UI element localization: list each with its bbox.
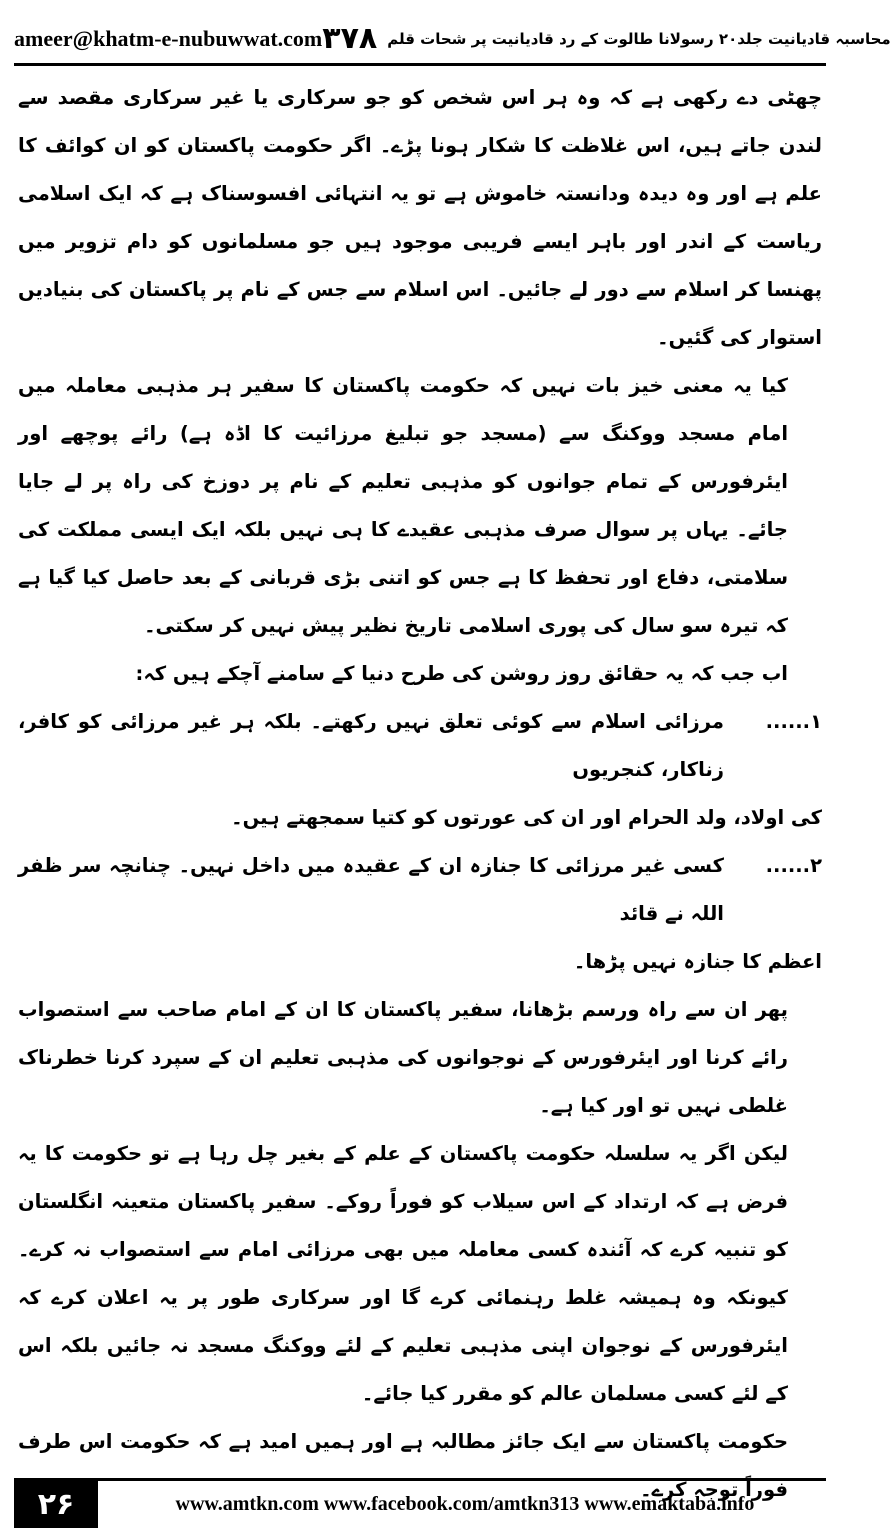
list-item-1-number: ۱...... <box>765 710 822 733</box>
header-book-title: محاسبہ قادیانیت جلد۲۰ رسولانا طالوت کے رد قادیانیت پر شحات قلم <box>387 29 891 48</box>
header-page-number: ۳۷۸ <box>322 20 378 56</box>
list-item-2 <box>18 842 822 938</box>
paragraph-5: لیکن اگر یہ سلسلہ حکومت پاکستان کے علم کے بغیر چل رہا ہے تو حکومت کا یہ فرض ہے کہ ارتداد کے اس سیلاب کو فوراً روکے۔ سفیر پاکستان متعینہ انگلستان کو تنبیہ کرے کہ آئندہ کسی معاملہ میں بھی مرزائی امام سے استصواب نہ کرے۔ کیونکہ وہ ہمیشہ غلط رہنمائی کرے گا اور سرکاری طور پر یہ اعلان کرے کہ ایئرفورس کے نوجوان اپنی مذہبی تعلیم کے لئے ووکنگ مسجد نہ جائیں بلکہ اس کے لئے کسی مسلمان عالم کو مقرر کیا جائے۔ <box>18 1142 788 1405</box>
list-item-2-number: ۲...... <box>765 854 822 877</box>
paragraph-4: پھر ان سے راہ ورسم بڑھانا، سفیر پاکستان کا ان کے امام صاحب سے استصواب رائے کرنا اور ایئرفورس کے نوجوانوں کی مذہبی تعلیم ان کے سپرد کرنا خطرناک غلطی نہیں تو اور کیا ہے۔ <box>18 998 788 1117</box>
list-item-1 <box>18 698 822 794</box>
list-item-2-continuation: اعظم کا جنازہ نہیں پڑھا۔ <box>573 950 822 973</box>
paragraph-2: کیا یہ معنی خیز بات نہیں کہ حکومت پاکستان کا سفیر ہر مذہبی معاملہ میں امام مسجد ووکنگ سے (مسجد جو تبلیغ مرزائیت کا اڈہ ہے) رائے پوچھے اور ایئرفورس کے تمام جوانوں کو مذہبی تعلیم کے نام پر دوزخ کی راہ پر لے جایا جائے۔ یہاں پر سوال صرف مذہبی عقیدے کا ہی نہیں بلکہ ایک ایسی مملکت کی سلامتی، دفاع اور تحفظ کا ہے جس کو اتنی بڑی قربانی کے بعد حاصل کیا گیا ہے کہ تیرہ سو سال کی پوری اسلامی تاریخ نظیر پیش نہیں کر سکتی۔ <box>18 374 788 637</box>
list-item-2-text: کسی غیر مرزائی کا جنازہ ان کے عقیدہ میں داخل نہیں۔ چنانچہ سر ظفر اللہ نے قائد <box>18 854 724 925</box>
footer-links: www.amtkn.com www.facebook.com/amtkn313 www.emaktaba.info <box>175 1493 755 1515</box>
paragraph-1: چھٹی دے رکھی ہے کہ وہ ہر اس شخص کو جو سرکاری یا غیر سرکاری مقصد سے لندن جاتے ہیں، اس غلاظت کا شکار ہونا پڑے۔ اگر حکومت پاکستان کو ان کوائف کا علم ہے اور وہ دیدہ ودانستہ خاموش ہے تو یہ انتہائی افسوسناک ہے کہ ایک اسلامی ریاست کے اندر اور باہر ایسے فریبی موجود ہیں جو مسلمانوں کو دام تزویر میں پھنسا کر اسلام سے دور لے جائیں۔ اس اسلام سے جس کے نام پر پاکستان کی بنیادیں استوار کی گئیں۔ <box>18 86 822 349</box>
header-email: ameer@khatm-e-nubuwwat.com <box>14 25 323 51</box>
list-item-1-continuation: کی اولاد، ولد الحرام اور ان کی عورتوں کو کتیا سمجھتے ہیں۔ <box>231 806 822 829</box>
footer-page-number: ۲۶ <box>14 1481 98 1528</box>
page-footer <box>14 1478 826 1528</box>
header-title-block <box>322 20 891 56</box>
page-body <box>18 74 822 1501</box>
paragraph-3: اب جب کہ یہ حقائق روز روشن کی طرح دنیا کے سامنے آچکے ہیں کہ: <box>135 662 788 685</box>
paragraph-6: حکومت پاکستان سے ایک جائز مطالبہ ہے اور ہمیں امید ہے کہ حکومت اس طرف فوراً توجہ کرے۔ <box>18 1430 788 1501</box>
list-item-1-text: مرزائی اسلام سے کوئی تعلق نہیں رکھتے۔ بلکہ ہر غیر مرزائی کو کافر، زناکار، کنجریوں <box>18 710 724 781</box>
page-header <box>14 14 891 66</box>
